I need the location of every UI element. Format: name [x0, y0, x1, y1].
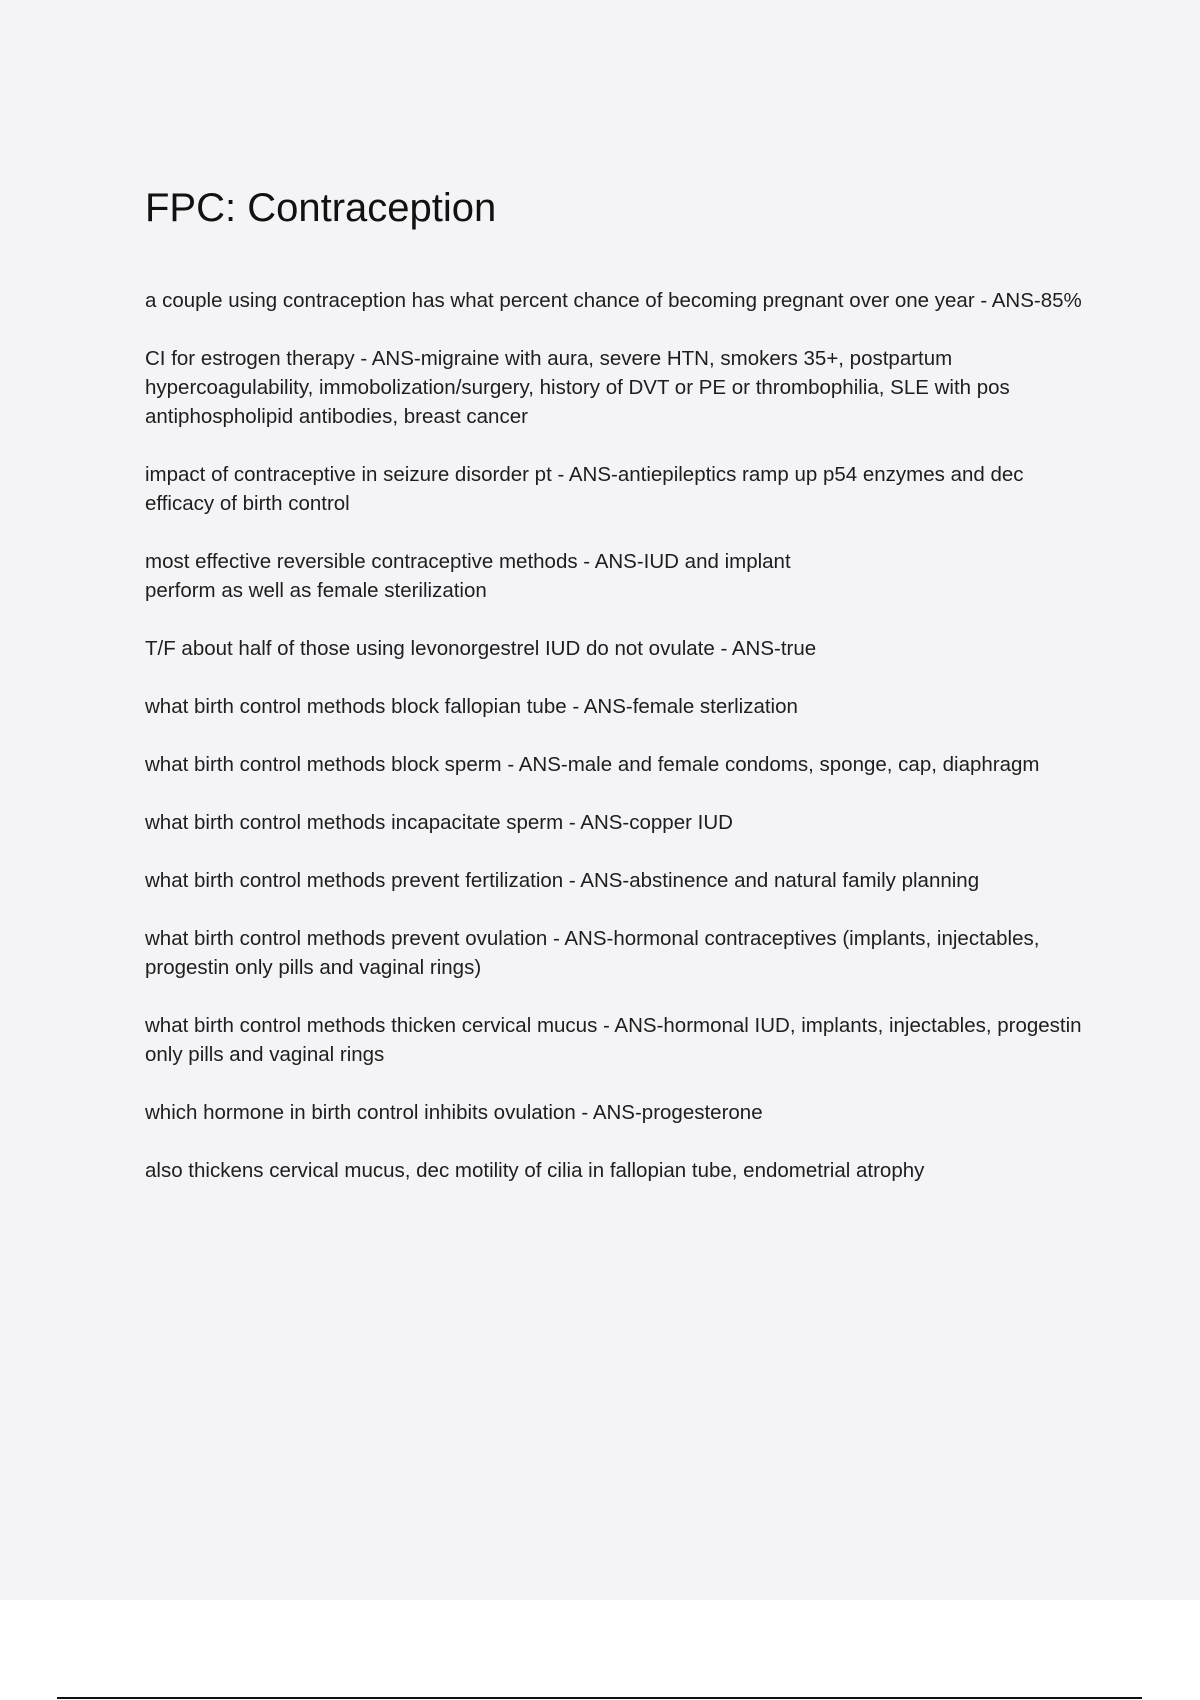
qa-entry: a couple using contraception has what percent chance of becoming pregnant over one year - ANS-85% [145, 289, 1082, 312]
qa-entry: what birth control methods prevent ovulation - ANS-hormonal contraceptives (implants, injectables, progestin only pills and vaginal rings) [145, 927, 1040, 979]
qa-entry-line: perform as well as female sterilization [145, 579, 487, 602]
qa-entry: what birth control methods block sperm - ANS-male and female condoms, sponge, cap, diaphragm [145, 753, 1040, 776]
qa-entry: what birth control methods thicken cervical mucus - ANS-hormonal IUD, implants, injectables, progestin only pills and vaginal rings [145, 1014, 1082, 1066]
footer-divider [57, 1697, 1142, 1699]
qa-entry [145, 547, 1085, 605]
page-title: FPC: Contraception [145, 186, 497, 230]
qa-entry: CI for estrogen therapy - ANS-migraine with aura, severe HTN, smokers 35+, postpartum hypercoagulability, immobolization/surgery, history of DVT or PE or thrombophilia, SLE with pos antiphospholipid antibodies, breast cancer [145, 347, 1010, 428]
document-content [145, 180, 1085, 1214]
qa-entry: impact of contraceptive in seizure disorder pt - ANS-antiepileptics ramp up p54 enzymes and dec efficacy of birth control [145, 463, 1024, 515]
qa-entry: T/F about half of those using levonorgestrel IUD do not ovulate - ANS-true [145, 637, 817, 660]
qa-entry-line: most effective reversible contraceptive methods - ANS-IUD and implant [145, 550, 791, 573]
qa-entry: what birth control methods block fallopian tube - ANS-female sterlization [145, 695, 798, 718]
qa-entry: which hormone in birth control inhibits ovulation - ANS-progesterone [145, 1101, 763, 1124]
qa-entry: what birth control methods incapacitate sperm - ANS-copper IUD [145, 811, 733, 834]
qa-entry: what birth control methods prevent fertilization - ANS-abstinence and natural family planning [145, 869, 980, 892]
qa-entry: also thickens cervical mucus, dec motility of cilia in fallopian tube, endometrial atrophy [145, 1159, 925, 1182]
